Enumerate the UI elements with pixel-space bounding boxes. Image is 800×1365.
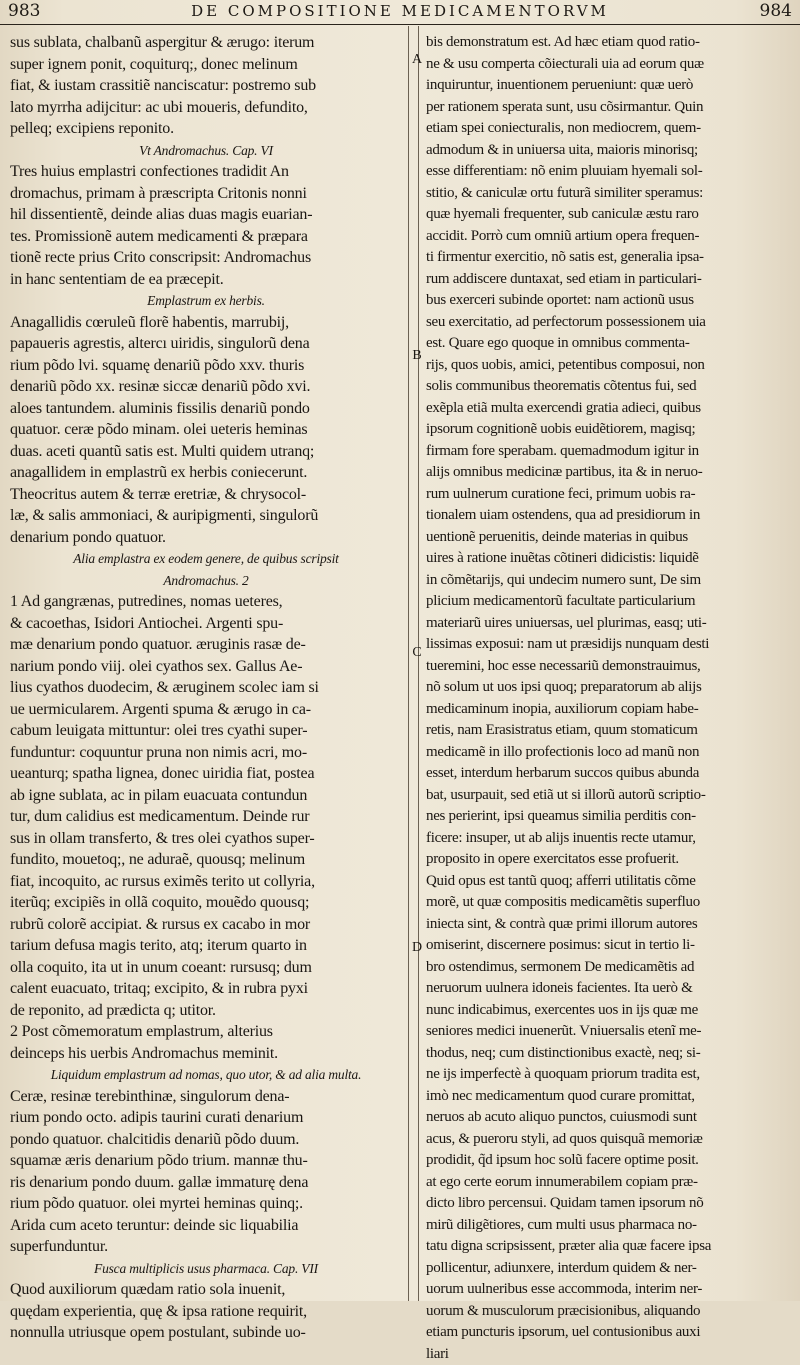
text-line: uorum & musculorum præcisionibus, aliquando [426, 1301, 792, 1323]
right-text-column [426, 32, 792, 1365]
text-line: duas. aceti quantũ satis est. Multi quidem utranq; [10, 441, 402, 463]
text-line: ueanturq; spatha lignea, donec uiridia fiat, postea [10, 763, 402, 785]
text-line: per rationem sperata sunt, usu cõsirmantur. Quin [426, 97, 792, 119]
text-line: prodidit, q̃d ipsum hoc solũ facere optime posit. [426, 1150, 792, 1172]
running-title: DE COMPOSITIONE MEDICAMENTORVM [150, 2, 650, 20]
text-line: ti firmentur exercitio, nõ satis est, generalia ipsa- [426, 247, 792, 269]
text-line: Vt Andromachus. Cap. VI [10, 140, 402, 162]
marginal-letter-c: C [411, 645, 423, 661]
text-line: sus in ollam transferto, & tres olei cyathos super- [10, 828, 402, 850]
text-line: retis, nam Erasistratus etiam, quum stomaticum [426, 720, 792, 742]
text-line: quędam experientia, quę & ipsa ratione requirit, [10, 1301, 402, 1323]
text-line: thodus, neq; cum distinctionibus exactè, neq; si- [426, 1043, 792, 1065]
text-line: etiam puncturis ipsorum, uel contusionibus auxi [426, 1322, 792, 1344]
text-line: squamæ æris denarium põdo trium. mannæ thu- [10, 1150, 402, 1172]
text-line: quæ hyemali frequenter, sub caniculæ æstu raro [426, 204, 792, 226]
text-line: iterũq; excipiẽs in ollã coquito, mouẽdo quousq; [10, 892, 402, 914]
running-head [0, 0, 800, 25]
text-line: denariũ põdo xx. resinæ siccæ denariũ põdo xvi. [10, 376, 402, 398]
text-line: Fusca multiplicis usus pharmaca. Cap. VII [10, 1258, 402, 1280]
text-line: anagallidem in emplastrũ ex herbis coniecerunt. [10, 462, 402, 484]
text-line: nes perierint, ipsi queamus similia perditis con- [426, 806, 792, 828]
text-line: nonnulla utriusque opem postulant, subinde uo- [10, 1322, 402, 1344]
page-number-left: 983 [8, 1, 40, 21]
text-line: superfunduntur. [10, 1236, 402, 1258]
text-line: medicamẽ in illo profectionis loco ad manũ non [426, 742, 792, 764]
text-line: lissimas exposui: nam ut præsidijs nunquam desti [426, 634, 792, 656]
text-line: ab igne sublata, ac in pilam euacuata contundun [10, 785, 402, 807]
page-number-right: 984 [760, 1, 792, 21]
left-text-column [10, 32, 402, 1344]
text-line: pondo quatuor. chalcitidis denariũ põdo duum. [10, 1129, 402, 1151]
text-line: bis demonstratum est. Ad hæc etiam quod ratio- [426, 32, 792, 54]
text-line: etiam spei coniecturalis, non mediocrem, quem- [426, 118, 792, 140]
text-line: dromachus, primam à præscripta Critonis nonni [10, 183, 402, 205]
text-line: alijs omnibus medicinæ partibus, ita & in neruo- [426, 462, 792, 484]
text-line: hil dissentientẽ, deinde alias duas magis euarian- [10, 204, 402, 226]
text-line: uires à ratione inuẽtas cõtineri didicistis: liquidẽ [426, 548, 792, 570]
text-line: cabum leuigata mittuntur: olei tres cyathi super- [10, 720, 402, 742]
text-line: Ceræ, resinæ terebinthinæ, singulorum dena- [10, 1086, 402, 1108]
text-line: fundito, mouetoq;, ne aduraẽ, quousq; melinum [10, 849, 402, 871]
text-line: liari [426, 1344, 792, 1365]
text-line: seniores medici inuenerũt. Vniuersalis etenĩ me- [426, 1021, 792, 1043]
text-line: lius cyathos duodecim, & æruginem scolec iam si [10, 677, 402, 699]
text-line: deinceps his uerbis Andromachus meminit. [10, 1043, 402, 1065]
text-line: solis communibus theorematis cõtentus fui, sed [426, 376, 792, 398]
text-line: firmam fore sperabam. quemadmodum igitur in [426, 441, 792, 463]
text-line: de reponito, ad prædicta q; utitor. [10, 1000, 402, 1022]
text-line: denarium pondo quatuor. [10, 527, 402, 549]
text-line: medicaminum inopia, auxiliorum copiam habe- [426, 699, 792, 721]
text-line: bus exerceri subinde oportet: nam actionũ usus [426, 290, 792, 312]
text-line: esset, interdum herbarum succos quibus abunda [426, 763, 792, 785]
marginal-letter-a: A [411, 52, 423, 68]
text-line: tueremini, hoc esse necessariũ demonstrauimus, [426, 656, 792, 678]
text-line: ficere: insuper, ut ab alijs inuentis recte utamur, [426, 828, 792, 850]
text-line: tarium defusa magis terito, atq; iterum quarto in [10, 935, 402, 957]
text-line: bro ostendimus, sermonem De medicamẽtis ad [426, 957, 792, 979]
text-line: rijs, quos uobis, amici, petentibus composui, non [426, 355, 792, 377]
text-line: 2 Post cõmemoratum emplastrum, alterius [10, 1021, 402, 1043]
text-line: accidit. Porrò cum omniũ artium opera frequen- [426, 226, 792, 248]
text-line: & cacoethas, Isidori Antiochei. Argenti spu- [10, 613, 402, 635]
text-line: bat, usurpauit, sed etiã ut si illorũ autorũ scriptio- [426, 785, 792, 807]
text-line: proposito in opere exercitatos esse profuerit. [426, 849, 792, 871]
text-line: stitio, & caniculæ ortu futurã similiter speramus: [426, 183, 792, 205]
text-line: papaueris agrestis, altercı uiridis, singulorũ dena [10, 333, 402, 355]
text-line: mirũ diligẽtiores, cum multi usus pharmaca no- [426, 1215, 792, 1237]
text-line: mæ denarium pondo quatuor. æruginis rasæ de- [10, 634, 402, 656]
text-line: rium pondo octo. adipis taurini curati denarium [10, 1107, 402, 1129]
text-line: seu exercitatio, ad perfectorum possessionem uia [426, 312, 792, 334]
text-line: Quid opus est tantũ quoq; afferri utilitatis cõme [426, 871, 792, 893]
text-line: olla coquito, ita ut in unum coeant: rursusq; dum [10, 957, 402, 979]
text-line: in cõmẽtarijs, qui undecim numero sunt, De sim [426, 570, 792, 592]
text-line: uorum uulneribus esse accommoda, interim ner- [426, 1279, 792, 1301]
text-line: exẽpla etiã multa exercendi gratia adieci, quibus [426, 398, 792, 420]
text-line: sus sublata, chalbanũ aspergitur & ærugo: iterum [10, 32, 402, 54]
text-line: at ego certe eorum innumerabilem copiam præ- [426, 1172, 792, 1194]
text-line: tionalem uiam ostendens, qua ad presidiorum in [426, 505, 792, 527]
text-line: ipsorum cognitionẽ uobis euidẽtiorem, magisq; [426, 419, 792, 441]
text-line: ris denarium pondo duum. gallæ immaturę dena [10, 1172, 402, 1194]
text-line: admodum & in uniuersa uita, maioris minorisq; [426, 140, 792, 162]
text-line: tur, dum calidius est medicamentum. Deinde rur [10, 806, 402, 828]
text-line: Liquidum emplastrum ad nomas, quo utor, & ad alia multa. [10, 1064, 402, 1086]
column-gutter-rule [408, 26, 419, 1301]
text-line: rium põdo lvi. squamę denariũ põdo xxv. thuris [10, 355, 402, 377]
text-line: Arida cum aceto teruntur: deinde sic liquabilia [10, 1215, 402, 1237]
text-line: Anagallidis cœruleũ florẽ habentis, marrubij, [10, 312, 402, 334]
text-line: lato myrrha adijcitur: ac ubi moueris, defundito, [10, 97, 402, 119]
text-line: morẽ, ut quæ compositis medicamẽtis superfluo [426, 892, 792, 914]
text-line: inquiruntur, inuentionem perueniunt: quæ uerò [426, 75, 792, 97]
text-line: super ignem ponit, coquiturq;, donec melinum [10, 54, 402, 76]
text-line: rum addiscere duntaxat, sed etiam in particulari- [426, 269, 792, 291]
text-line: calent euacuato, tritaq; excipito, & in rubra pyxi [10, 978, 402, 1000]
text-line: funduntur: coquuntur pruna non nimis acri, mo- [10, 742, 402, 764]
text-line: acus, & pueroru styli, ad quos quisquã memoriæ [426, 1129, 792, 1151]
text-line: pelleq; excipiens reponito. [10, 118, 402, 140]
text-line: tionẽ recte prius Crito conscripsit: Andromachus [10, 247, 402, 269]
text-line: tes. Promissionẽ autem medicamenti & præpara [10, 226, 402, 248]
text-line: rubrũ colorẽ accipiat. & rursus ex cacabo in mor [10, 914, 402, 936]
text-line: plicium medicamentorũ facultate particularium [426, 591, 792, 613]
text-line: materiarũ uires uniuersas, uel plurimas, easq; uti- [426, 613, 792, 635]
text-line: fiat, incoquito, ac rursus eximẽs terito ut collyria, [10, 871, 402, 893]
text-line: Theocritus autem & terræ eretriæ, & chrysocol- [10, 484, 402, 506]
text-line: Emplastrum ex herbis. [10, 290, 402, 312]
text-line: aloes tantundem. aluminis fissilis denariũ pondo [10, 398, 402, 420]
text-line: rum uulnerum curatione feci, primum uobis ra- [426, 484, 792, 506]
text-line: læ, & salis ammoniaci, & auripigmenti, singulorũ [10, 505, 402, 527]
text-line: iniecta sint, & contrà quæ primi illorum autores [426, 914, 792, 936]
text-line: Alia emplastra ex eodem genere, de quibus scripsit [10, 548, 402, 570]
text-line: dicto libro percensui. Quidam tamen ipsorum nõ [426, 1193, 792, 1215]
text-line: pollicentur, adiunxere, interdum quidem & ner- [426, 1258, 792, 1280]
text-line: rium põdo quatuor. olei myrtei heminas quinq;. [10, 1193, 402, 1215]
text-line: neruorum uulnera idoneis facientes. Ita uerò & [426, 978, 792, 1000]
text-line: omiserint, discernere posimus: sicut in tertio li- [426, 935, 792, 957]
text-line: Andromachus. 2 [10, 570, 402, 592]
marginal-letter-b: B [411, 348, 423, 364]
text-line: uentionẽ peruenitis, deinde materias in quibus [426, 527, 792, 549]
text-line: ue uermicularem. Argenti spuma & ærugo in ca- [10, 699, 402, 721]
text-line: ne & usu comperta cõiecturali uia ad eorum quæ [426, 54, 792, 76]
text-line: fiat, & iustam crassitiẽ nanciscatur: postremo sub [10, 75, 402, 97]
text-line: in hanc sententiam de ea præcepit. [10, 269, 402, 291]
text-line: esse differentiam: nõ enim pluuiam hyemali sol- [426, 161, 792, 183]
text-line: ne ijs imperfectè à quoquam priorum tradita est, [426, 1064, 792, 1086]
text-line: quatuor. ceræ põdo minam. olei ueteris heminas [10, 419, 402, 441]
text-line: imò nec medicamentum quod curare promittat, [426, 1086, 792, 1108]
text-line: nunc indicabimus, exercentes uos in ijs quæ me [426, 1000, 792, 1022]
text-line: est. Quare ego quoque in omnibus commenta- [426, 333, 792, 355]
text-line: neruos ab acuto aliquo punctos, cuiusmodi sunt [426, 1107, 792, 1129]
text-line: narium pondo viij. olei cyathos sex. Gallus Ae- [10, 656, 402, 678]
text-line: nõ solum ut uos ipsi quoq; preparatorum ab alijs [426, 677, 792, 699]
text-line: 1 Ad gangrænas, putredines, nomas ueteres, [10, 591, 402, 613]
text-line: Tres huius emplastri confectiones tradidit An [10, 161, 402, 183]
marginal-letter-d: D [411, 940, 423, 956]
text-line: Quod auxiliorum quædam ratio sola inuenit, [10, 1279, 402, 1301]
text-line: tatu digna scripsissent, præter alia quæ facere ipsa [426, 1236, 792, 1258]
